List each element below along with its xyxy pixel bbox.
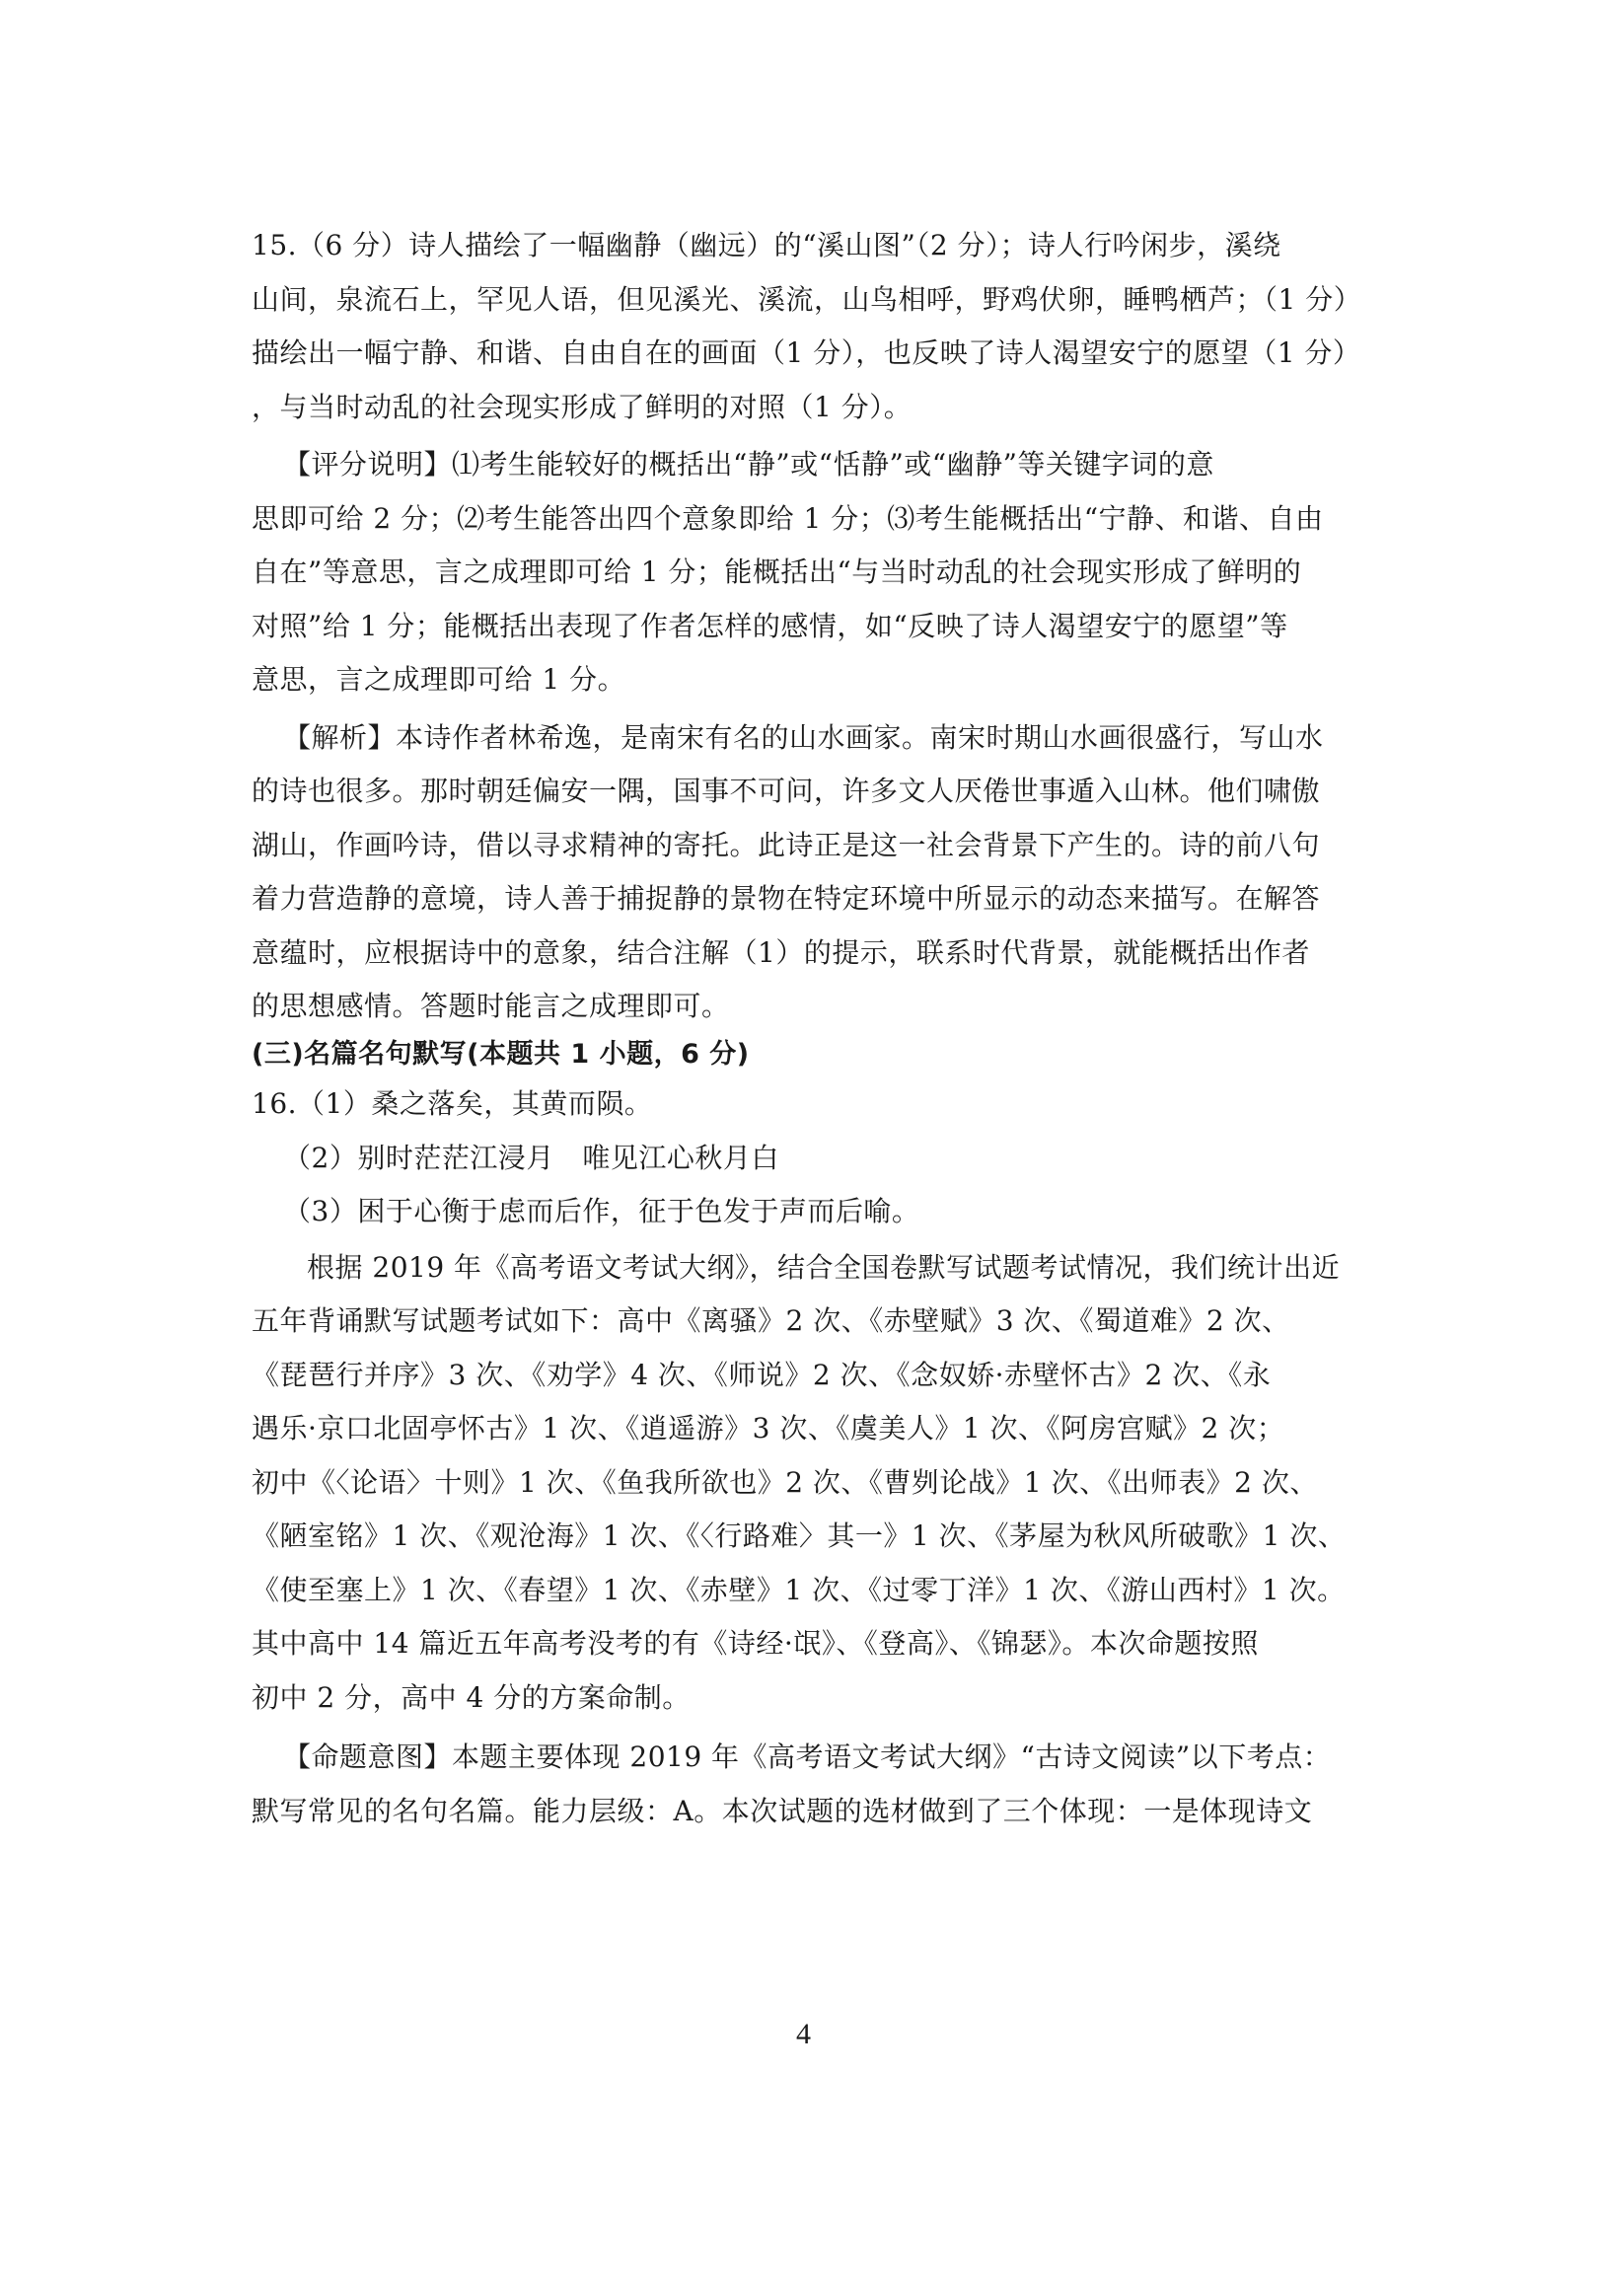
text-line: 初中《〈论语〉十则》1 次、《鱼我所欲也》2 次、《曹刿论战》1 次、《出师表》2 次、: [252, 1465, 1318, 1499]
text-line: 15.（6 分）诗人描绘了一幅幽静（幽远）的“溪山图”（2 分）；诗人行吟闲步，溪绕: [252, 229, 1281, 261]
answer-item: （2）别时茫茫江浸月 唯见江心秋月白: [283, 1141, 779, 1174]
text-line: 【命题意图】本题主要体现 2019 年《高考语文考试大纲》“古诗文阅读”以下考点：: [283, 1741, 1332, 1773]
text-line: 《使至塞上》1 次、《春望》1 次、《赤壁》1 次、《过零丁洋》1 次、《游山西村》1 次。: [252, 1573, 1346, 1606]
stats-paragraph: [252, 1241, 1376, 1726]
text-line: 【解析】本诗作者林希逸，是南宋有名的山水画家。南宋时期山水画很盛行，写山水: [283, 720, 1324, 754]
text-line: 《陋室铭》1 次、《观沧海》1 次、《〈行路难〉其一》1 次、《茅屋为秋风所破歌》1 次、: [252, 1519, 1347, 1552]
text-line: 思即可给 2 分；⑵考生能答出四个意象即给 1 分；⑶考生能概括出“宁静、和谐、自由: [252, 501, 1324, 535]
text-line: 湖山，作画吟诗，借以寻求精神的寄托。此诗正是这一社会背景下产生的。诗的前八句: [252, 828, 1321, 861]
section-heading: (三)名篇名句默写(本题共 1 小题，6 分): [252, 1038, 750, 1070]
text-line: 意蕴时，应根据诗中的意象，结合注解（1）的提示，联系时代背景，就能概括出作者: [252, 935, 1310, 969]
text-line: ，与当时动乱的社会现实形成了鲜明的对照（1 分）。: [252, 390, 913, 423]
text-line: 根据 2019 年《高考语文考试大纲》，结合全国卷默写试题考试情况，我们统计出近: [307, 1250, 1341, 1284]
text-line: 自在”等意思，言之成理即可给 1 分；能概括出“与当时动乱的社会现实形成了鲜明的: [252, 555, 1302, 588]
text-line: 着力营造静的意境，诗人善于捕捉静的景物在特定环境中所显示的动态来描写。在解答: [252, 882, 1321, 915]
text-line: 描绘出一幅宁静、和谐、自由自在的画面（1 分），也反映了诗人渴望安宁的愿望（1 分）: [252, 336, 1361, 369]
intent-paragraph: [252, 1731, 1376, 1838]
page-content: [252, 219, 1376, 1838]
text-line: 意思，言之成理即可给 1 分。: [252, 663, 626, 696]
text-line: 其中高中 14 篇近五年高考没考的有《诗经·氓》、《登高》、《锦瑟》。本次命题按照: [252, 1627, 1259, 1660]
answer-item: （3）困于心衡于虑而后作，征于色发于声而后喻。: [283, 1195, 920, 1227]
text-line: 【评分说明】⑴考生能较好的概括出“静”或“恬静”或“幽静”等关键字词的意: [283, 448, 1214, 481]
analysis-paragraph: [252, 711, 1376, 1034]
text-line: 《琵琶行并序》3 次、《劝学》4 次、《师说》2 次、《念奴娇·赤壁怀古》2 次、《永: [252, 1358, 1272, 1391]
text-line: 山间，泉流石上，罕见人语，但见溪光、溪流，山鸟相呼，野鸡伏卵，睡鸭栖芦；（1 分）: [252, 282, 1362, 316]
text-line: 对照”给 1 分；能概括出表现了作者怎样的感情，如“反映了诗人渴望安宁的愿望”等: [252, 609, 1288, 642]
q16-answers: [252, 1077, 1376, 1239]
q15-answer: [252, 219, 1376, 434]
text-line: 遇乐·京口北固亭怀古》1 次、《逍遥游》3 次、《虞美人》1 次、《阿房宫赋》2 次；: [252, 1412, 1285, 1444]
answer-item: 16.（1）桑之落矣，其黄而陨。: [252, 1087, 653, 1120]
scoring-notes: [252, 438, 1376, 707]
text-line: 初中 2 分，高中 4 分的方案命制。: [252, 1680, 691, 1714]
page-number: 4: [796, 2018, 811, 2050]
text-line: 的思想感情。答题时能言之成理即可。: [252, 990, 730, 1022]
text-line: 默写常见的名句名篇。能力层级：A。本次试题的选材做到了三个体现：一是体现诗文: [252, 1794, 1313, 1827]
text-line: 的诗也很多。那时朝廷偏安一隅，国事不可问，许多文人厌倦世事遁入山林。他们啸傲: [252, 775, 1321, 807]
text-line: 五年背诵默写试题考试如下：高中《离骚》2 次、《赤壁赋》3 次、《蜀道难》2 次、: [252, 1304, 1290, 1337]
